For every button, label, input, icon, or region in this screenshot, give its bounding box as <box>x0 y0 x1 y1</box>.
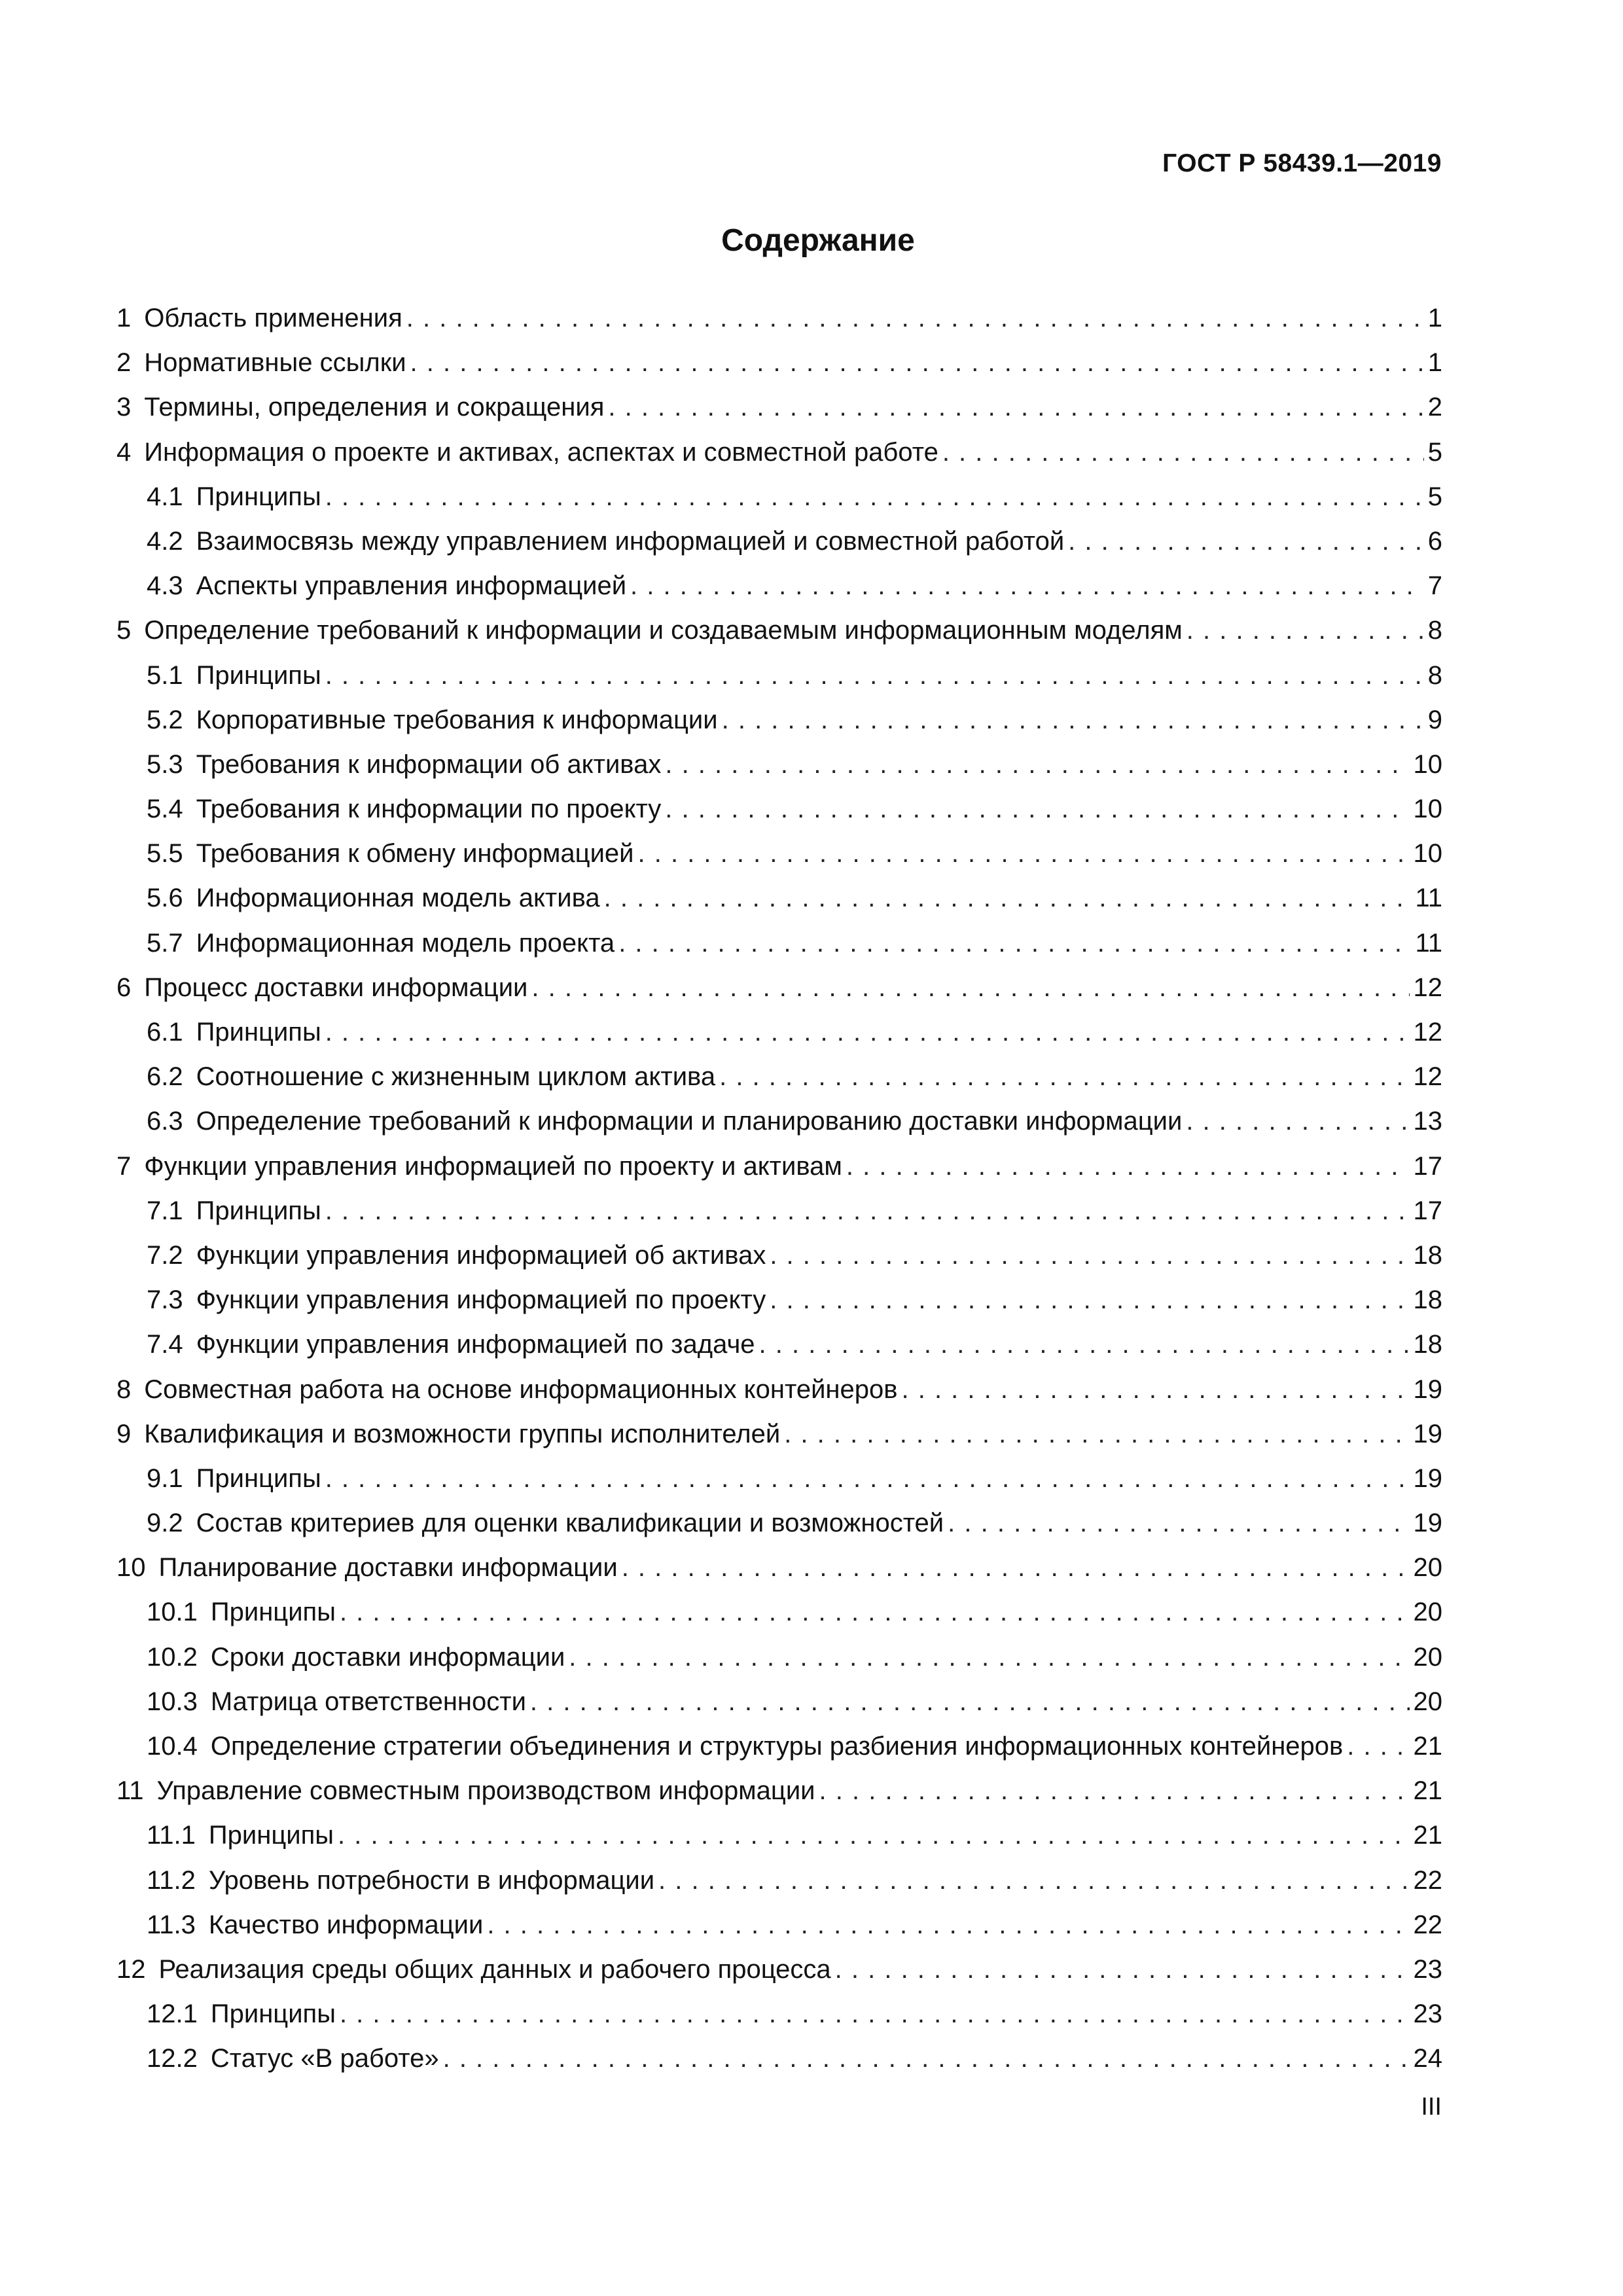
toc-entry-page: 10 <box>1413 749 1442 779</box>
toc-dot-leader <box>338 1813 1410 1857</box>
toc-dot-leader <box>630 564 1424 608</box>
toc-entry-number: 12.1 <box>147 2000 198 2029</box>
toc-entry[interactable] <box>116 1456 1442 1501</box>
toc-entry-page: 19 <box>1413 1463 1442 1493</box>
toc-dot-leader <box>770 1278 1409 1322</box>
toc-dot-leader <box>443 2036 1410 2081</box>
toc-entry-number: 10.2 <box>147 1642 198 1672</box>
toc-entry-page: 5 <box>1427 482 1442 511</box>
toc-entry-title: Функции управления информацией об активах <box>196 1240 766 1270</box>
toc-entry-number: 5.4 <box>147 795 183 824</box>
toc-dot-leader <box>1068 519 1424 564</box>
toc-entry-page: 10 <box>1413 839 1442 869</box>
toc-entry[interactable] <box>116 1278 1442 1322</box>
toc-dot-leader <box>638 831 1410 876</box>
toc-dot-leader <box>1347 1724 1409 1768</box>
toc-entry-number: 7.1 <box>147 1196 183 1225</box>
toc-entry[interactable] <box>116 1635 1442 1679</box>
toc-entry-number: 6.3 <box>147 1107 183 1136</box>
toc-dot-leader <box>658 1858 1409 1903</box>
toc-entry-title: Реализация среды общих данных и рабочего процесса <box>158 1954 831 1984</box>
toc-entry-number: 4.2 <box>147 526 183 556</box>
toc-entry-title: Определение требований к информации и планированию доставки информации <box>196 1107 1183 1136</box>
toc-entry[interactable] <box>116 921 1442 965</box>
toc-entry[interactable] <box>116 1189 1442 1233</box>
toc-entry-number: 10.1 <box>147 1598 198 1627</box>
toc-entry-title: Определение требований к информации и создаваемым информационным моделям <box>144 616 1183 645</box>
toc-entry-title: Соотношение с жизненным циклом актива <box>196 1062 716 1092</box>
toc-entry-title: Принципы <box>196 1463 321 1493</box>
toc-entry-title: Информация о проекте и активах, аспектах и совместной работе <box>144 437 938 467</box>
toc-dot-leader <box>942 430 1424 475</box>
toc-entry[interactable] <box>116 1367 1442 1412</box>
toc-entry-title: Принципы <box>196 482 321 511</box>
toc-entry-number: 4 <box>116 437 132 467</box>
toc-dot-leader <box>325 653 1424 698</box>
toc-entry[interactable] <box>116 1813 1442 1857</box>
toc-entry-page: 21 <box>1413 1776 1442 1806</box>
toc-entry-number: 9 <box>116 1419 132 1448</box>
toc-entry-title: Требования к информации по проекту <box>196 795 662 824</box>
toc-entry-page: 20 <box>1413 1598 1442 1627</box>
toc-dot-leader <box>948 1501 1409 1545</box>
toc-entry-title: Область применения <box>144 304 402 332</box>
toc-entry-page: 19 <box>1413 1419 1442 1448</box>
toc-dot-leader <box>340 1992 1410 2036</box>
toc-entry-page: 13 <box>1413 1107 1442 1136</box>
toc-entry[interactable] <box>116 1412 1442 1456</box>
toc-dot-leader <box>784 1412 1409 1456</box>
toc-entry-number: 5.5 <box>147 839 183 869</box>
toc-entry-page: 7 <box>1427 571 1442 601</box>
toc-dot-leader <box>665 787 1409 831</box>
toc-entry-page: 9 <box>1427 705 1442 734</box>
toc-entry-number: 5.1 <box>147 660 183 690</box>
toc-entry-title: Принципы <box>196 1018 321 1047</box>
toc-entry[interactable] <box>116 519 1442 564</box>
toc-entry-number: 6.2 <box>147 1062 183 1092</box>
toc-entry-page: 10 <box>1413 795 1442 824</box>
toc-entry-title: Термины, определения и сокращения <box>144 393 605 422</box>
toc-entry-page: 20 <box>1413 1553 1442 1583</box>
toc-entry-number: 11.2 <box>147 1865 196 1895</box>
toc-entry-number: 12.2 <box>147 2044 198 2073</box>
toc-entry[interactable] <box>116 1501 1442 1545</box>
toc-entry-title: Совместная работа на основе информационных контейнеров <box>144 1374 898 1404</box>
toc-dot-leader <box>531 965 1409 1010</box>
toc-entry-number: 8 <box>116 1374 132 1404</box>
toc-entry-title: Качество информации <box>208 1910 484 1939</box>
toc-entry[interactable] <box>116 653 1442 698</box>
toc-dot-leader <box>770 1233 1409 1278</box>
toc-entry-page: 17 <box>1413 1151 1442 1181</box>
toc-entry-page: 2 <box>1427 393 1442 422</box>
toc-entry[interactable] <box>116 1322 1442 1367</box>
toc-dot-leader <box>759 1322 1410 1367</box>
toc-entry-page: 19 <box>1413 1374 1442 1404</box>
page-number: III <box>1421 2093 1442 2121</box>
toc-entry-page: 22 <box>1413 1910 1442 1939</box>
toc-entry-title: Функции управления информацией по проекту и активам <box>144 1151 842 1181</box>
toc-entry-title: Статус «В работе» <box>210 2044 439 2073</box>
toc-dot-leader <box>340 1590 1410 1634</box>
toc-entry[interactable] <box>116 1144 1442 1189</box>
toc-entry[interactable] <box>116 831 1442 876</box>
toc-entry[interactable] <box>116 475 1442 519</box>
toc-entry[interactable] <box>116 1679 1442 1724</box>
toc-entry-number: 11.3 <box>147 1910 196 1939</box>
toc-entry[interactable] <box>116 876 1442 920</box>
toc-entry-number: 6.1 <box>147 1018 183 1047</box>
toc-entry-number: 1 <box>116 304 132 332</box>
toc-entry-number: 4.3 <box>147 571 183 601</box>
toc-entry-number: 11 <box>116 1776 144 1806</box>
toc-entry[interactable] <box>116 430 1442 475</box>
toc-entry[interactable] <box>116 1099 1442 1143</box>
toc-entry-number: 5.6 <box>147 884 183 913</box>
toc-entry-number: 2 <box>116 348 132 378</box>
toc-entry-page: 12 <box>1413 973 1442 1002</box>
toc-dot-leader <box>325 1010 1410 1054</box>
toc-entry-title: Принципы <box>210 2000 336 2029</box>
toc-entry-title: Принципы <box>208 1821 334 1850</box>
toc-entry-number: 7.4 <box>147 1330 183 1359</box>
toc-dot-leader <box>835 1947 1410 1992</box>
toc-entry[interactable] <box>116 1010 1442 1054</box>
toc-entry-title: Состав критериев для оценки квалификации и возможностей <box>196 1509 944 1538</box>
toc-entry-page: 20 <box>1413 1642 1442 1672</box>
toc-entry-title: Информационная модель проекта <box>196 928 615 958</box>
toc-entry[interactable] <box>116 1590 1442 1634</box>
toc-title: Содержание <box>721 223 915 258</box>
toc-entry-page: 22 <box>1413 1865 1442 1895</box>
toc-dot-leader <box>325 1189 1410 1233</box>
toc-entry[interactable] <box>116 1545 1442 1590</box>
toc-dot-leader <box>1186 1099 1409 1143</box>
toc-entry-number: 5 <box>116 616 132 645</box>
toc-dot-leader <box>819 1768 1410 1813</box>
toc-entry-number: 10.4 <box>147 1732 198 1761</box>
toc-dot-leader <box>325 475 1424 519</box>
toc-dot-leader <box>622 1545 1410 1590</box>
toc-entry[interactable] <box>116 608 1442 653</box>
toc-dot-leader <box>487 1903 1409 1947</box>
toc-entry[interactable] <box>116 340 1442 385</box>
toc-entry-title: Требования к обмену информацией <box>196 839 634 869</box>
toc-entry-page: 11 <box>1415 884 1442 913</box>
toc-entry-number: 7.3 <box>147 1285 183 1315</box>
toc-entry[interactable] <box>116 698 1442 742</box>
toc-dot-leader <box>902 1367 1410 1412</box>
toc-entry-title: Управление совместным производством информации <box>156 1776 815 1806</box>
toc-entry-title: Принципы <box>196 660 321 690</box>
toc-entry-title: Взаимосвязь между управлением информацией и совместной работой <box>196 526 1065 556</box>
toc-dot-leader <box>665 742 1409 787</box>
toc-entry-number: 5.3 <box>147 749 183 779</box>
toc-entry[interactable] <box>116 742 1442 787</box>
toc-entry-page: 21 <box>1413 1732 1442 1761</box>
toc-entry-title: Принципы <box>196 1196 321 1225</box>
toc-entry[interactable] <box>116 1947 1442 1992</box>
toc-dot-leader <box>719 1054 1409 1099</box>
toc-entry-page: 18 <box>1413 1240 1442 1270</box>
toc-entry-page: 8 <box>1427 616 1442 645</box>
toc-entry[interactable] <box>116 1054 1442 1099</box>
toc-entry-number: 12 <box>116 1954 146 1984</box>
toc-entry-page: 23 <box>1413 1954 1442 1984</box>
toc-entry[interactable] <box>116 385 1442 429</box>
toc-entry[interactable] <box>116 1233 1442 1278</box>
toc-entry-number: 10 <box>116 1553 146 1583</box>
toc-dot-leader <box>1186 608 1424 653</box>
toc-dot-leader <box>410 340 1424 385</box>
toc-entry-page: 20 <box>1413 1687 1442 1716</box>
toc-entry[interactable] <box>116 1768 1442 1813</box>
toc-entry[interactable] <box>116 1903 1442 1947</box>
toc-entry-page: 18 <box>1413 1285 1442 1315</box>
toc-entry-title: Корпоративные требования к информации <box>196 705 718 734</box>
toc-entry-title: Процесс доставки информации <box>144 973 528 1002</box>
toc-entry-title: Принципы <box>210 1598 336 1627</box>
toc-entry-title: Требования к информации об активах <box>196 749 662 779</box>
toc-entry-page: 1 <box>1427 348 1442 378</box>
toc-entry-page: 12 <box>1413 1062 1442 1092</box>
toc-dot-leader <box>569 1635 1409 1679</box>
toc-entry-number: 5.7 <box>147 928 183 958</box>
toc-entry-number: 6 <box>116 973 132 1002</box>
toc-entry-title: Нормативные ссылки <box>144 348 406 378</box>
toc-entry-page: 17 <box>1413 1196 1442 1225</box>
toc-entry-number: 7.2 <box>147 1240 183 1270</box>
toc-entry[interactable] <box>116 1724 1442 1768</box>
toc-dot-leader <box>846 1144 1410 1189</box>
document-id: ГОСТ Р 58439.1—2019 <box>1162 149 1442 177</box>
toc-entry-title: Функции управления информацией по задаче <box>196 1330 755 1359</box>
toc-entry-number: 7 <box>116 1151 132 1181</box>
toc-entry-title: Определение стратегии объединения и структуры разбиения информационных контейнеров <box>210 1732 1344 1761</box>
toc-dot-leader <box>722 698 1424 742</box>
toc-entry-number: 4.1 <box>147 482 183 511</box>
toc-entry[interactable] <box>116 1858 1442 1903</box>
toc-entry[interactable] <box>116 1992 1442 2036</box>
toc-dot-leader <box>608 385 1423 429</box>
toc-entry-title: Матрица ответственности <box>210 1687 526 1716</box>
toc-entry-page: 24 <box>1413 2044 1442 2073</box>
toc-dot-leader <box>604 876 1412 920</box>
toc-entry[interactable] <box>116 787 1442 831</box>
toc-entry[interactable] <box>116 296 1442 340</box>
toc-entry-title: Уровень потребности в информации <box>208 1865 655 1895</box>
toc-entry-page: 23 <box>1413 2000 1442 2029</box>
toc-entry-page: 12 <box>1413 1018 1442 1047</box>
toc-entry-number: 5.2 <box>147 705 183 734</box>
toc-dot-leader <box>325 1456 1410 1501</box>
toc-entry[interactable] <box>116 965 1442 1010</box>
toc-entry-title: Аспекты управления информацией <box>196 571 627 601</box>
toc-entry-title: Квалификация и возможности группы исполнителей <box>144 1419 781 1448</box>
toc-dot-leader <box>618 921 1411 965</box>
toc-entry-page: 21 <box>1413 1821 1442 1850</box>
toc-entry-number: 3 <box>116 393 132 422</box>
toc-entry-page: 6 <box>1427 526 1442 556</box>
toc-dot-leader <box>406 296 1424 340</box>
toc-entry-page: 19 <box>1413 1509 1442 1538</box>
table-of-contents <box>116 296 1442 2081</box>
toc-entry-page: 18 <box>1413 1330 1442 1359</box>
toc-entry-title: Функции управления информацией по проекту <box>196 1285 766 1315</box>
toc-entry-page: 8 <box>1427 660 1442 690</box>
toc-entry-page: 11 <box>1415 928 1442 958</box>
toc-entry-title: Информационная модель актива <box>196 884 600 913</box>
toc-entry-number: 9.1 <box>147 1463 183 1493</box>
toc-entry-title: Сроки доставки информации <box>210 1642 565 1672</box>
toc-entry[interactable] <box>116 2036 1442 2081</box>
toc-dot-leader <box>530 1679 1410 1724</box>
toc-entry[interactable] <box>116 564 1442 608</box>
toc-entry-page: 1 <box>1427 304 1442 332</box>
toc-entry-number: 11.1 <box>147 1821 196 1850</box>
toc-entry-number: 9.2 <box>147 1509 183 1538</box>
toc-entry-number: 10.3 <box>147 1687 198 1716</box>
toc-entry-title: Планирование доставки информации <box>158 1553 618 1583</box>
toc-entry-page: 5 <box>1427 437 1442 467</box>
